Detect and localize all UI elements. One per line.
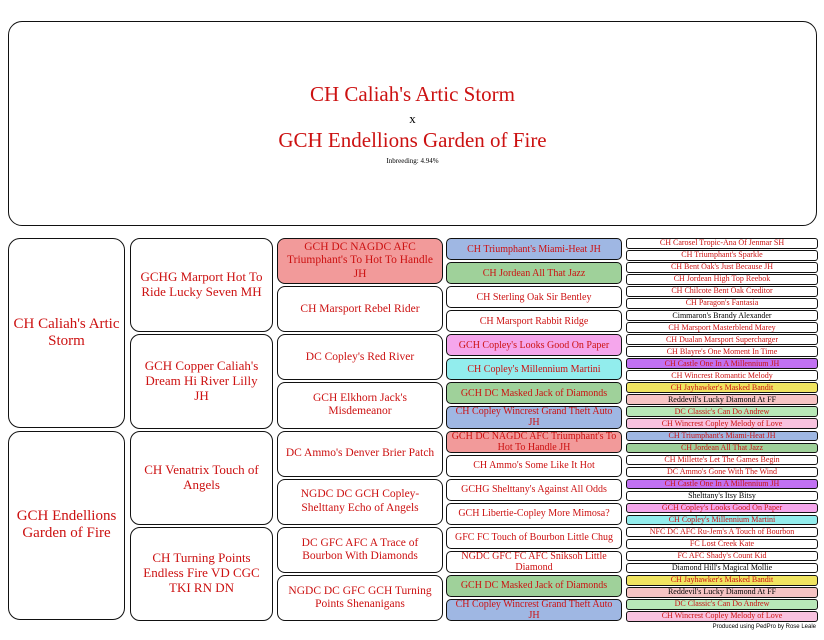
gen5-ancestor-box[interactable]: CH Dualan Marsport Supercharger <box>626 334 818 345</box>
gen5-ancestor-box[interactable]: FC Lost Creek Kate <box>626 539 818 550</box>
gen2-ancestor-box[interactable]: CH Venatrix Touch of Angels <box>130 431 273 525</box>
gen4-ancestor-box[interactable]: CH Jordean All That Jazz <box>446 262 622 284</box>
gen5-ancestor-box[interactable]: CH Castle One In A Millennium JH <box>626 479 818 490</box>
gen4-ancestor-box[interactable]: GCH DC Masked Jack of Diamonds <box>446 575 622 597</box>
gen2-ancestor-box[interactable]: GCH Copper Caliah's Dream Hi River Lilly JH <box>130 334 273 428</box>
gen5-ancestor-box[interactable]: Shelttany's Itsy Bitsy <box>626 491 818 502</box>
gen3-ancestor-box[interactable]: DC Copley's Red River <box>277 334 443 380</box>
gen4-ancestor-box[interactable]: CH Marsport Rabbit Ridge <box>446 310 622 332</box>
sire-title: CH Caliah's Artic Storm <box>309 82 516 107</box>
gen5-ancestor-box[interactable]: DC Classic's Can Do Andrew <box>626 406 818 417</box>
gen5-ancestor-box[interactable]: Reddevil's Lucky Diamond At FF <box>626 587 818 598</box>
gen4-ancestor-box[interactable]: CH Copley's Millennium Martini <box>446 358 622 380</box>
gen3-ancestor-box[interactable]: GCH DC NAGDC AFC Triumphant's To Hot To Handle JH <box>277 238 443 284</box>
gen5-ancestor-box[interactable]: GCH Copley's Looks Good On Paper <box>626 503 818 514</box>
gen4-ancestor-box[interactable]: GFC FC Touch of Bourbon Little Chug <box>446 527 622 549</box>
gen4-ancestor-box[interactable]: NGDC GFC FC AFC Sniksoh Little Diamond <box>446 551 622 573</box>
gen5-ancestor-box[interactable]: CH Millette's Let The Games Begin <box>626 455 818 466</box>
gen5-ancestor-box[interactable]: Cimmaron's Brandy Alexander <box>626 310 818 321</box>
footer-credit: Produced using PedPro by Rose Leale <box>712 624 816 630</box>
gen5-ancestor-box[interactable]: CH Paragon's Fantasia <box>626 298 818 309</box>
cross-symbol: x <box>409 110 416 126</box>
gen5-ancestor-box[interactable]: CH Triumphant's Miami-Heat JH <box>626 431 818 442</box>
gen5-ancestor-box[interactable]: DC Classic's Can Do Andrew <box>626 599 818 610</box>
gen5-ancestor-box[interactable]: CH Jordean High Top Reebok <box>626 274 818 285</box>
gen4-ancestor-box[interactable]: GCHG Shelttany's Against All Odds <box>446 479 622 501</box>
gen4-ancestor-box[interactable]: GCH DC NAGDC AFC Triumphant's To Hot To Handle JH <box>446 431 622 453</box>
gen5-ancestor-box[interactable]: CH Jordean All That Jazz <box>626 443 818 454</box>
gen5-ancestor-box[interactable]: FC AFC Shady's Count Kid <box>626 551 818 562</box>
gen5-ancestor-box[interactable]: CH Jayhawker's Masked Bandit <box>626 575 818 586</box>
gen5-ancestor-box[interactable]: NFC DC AFC Ru-Jem's A Touch of Bourbon <box>626 527 818 538</box>
gen5-ancestor-box[interactable]: CH Wincrest Copley Melody of Love <box>626 418 818 429</box>
gen3-ancestor-box[interactable]: CH Marsport Rebel Rider <box>277 286 443 332</box>
gen5-ancestor-box[interactable]: CH Triumphant's Sparkle <box>626 250 818 261</box>
gen5-ancestor-box[interactable]: CH Wincrest Romantic Melody <box>626 370 818 381</box>
dam-title: GCH Endellions Garden of Fire <box>278 128 547 153</box>
gen5-ancestor-box[interactable]: CH Marsport Masterblend Marey <box>626 322 818 333</box>
gen4-ancestor-box[interactable]: GCH DC Masked Jack of Diamonds <box>446 382 622 404</box>
gen3-ancestor-box[interactable]: NGDC DC GFC GCH Turning Points Shenanigans <box>277 575 443 621</box>
gen5-ancestor-box[interactable]: Diamond Hill's Magical Mollie <box>626 563 818 574</box>
gen4-ancestor-box[interactable]: GCH Libertie-Copley More Mimosa? <box>446 503 622 525</box>
pedigree-header <box>8 21 817 226</box>
inbreeding-coefficient: Inbreeding: 4.94% <box>386 156 439 165</box>
gen4-ancestor-box[interactable]: GCH Copley's Looks Good On Paper <box>446 334 622 356</box>
gen5-ancestor-box[interactable]: CH Carosel Tropic-Ana Of Jenmar SH <box>626 238 818 249</box>
gen4-ancestor-box[interactable]: CH Ammo's Some Like It Hot <box>446 455 622 477</box>
gen3-ancestor-box[interactable]: DC Ammo's Denver Brier Patch <box>277 431 443 477</box>
gen1-ancestor-box[interactable]: GCH Endellions Garden of Fire <box>8 431 125 621</box>
gen3-ancestor-box[interactable]: GCH Elkhorn Jack's Misdemeanor <box>277 382 443 428</box>
gen4-ancestor-box[interactable]: CH Sterling Oak Sir Bentley <box>446 286 622 308</box>
gen5-ancestor-box[interactable]: CH Wincrest Copley Melody of Love <box>626 611 818 622</box>
gen3-ancestor-box[interactable]: NGDC DC GCH Copley-Shelttany Echo of Angels <box>277 479 443 525</box>
gen4-ancestor-box[interactable]: CH Copley Wincrest Grand Theft Auto JH <box>446 599 622 621</box>
gen5-ancestor-box[interactable]: CH Castle One In A Millennium JH <box>626 358 818 369</box>
gen5-ancestor-box[interactable]: CH Blayre's One Moment In Time <box>626 346 818 357</box>
gen2-ancestor-box[interactable]: GCHG Marport Hot To Ride Lucky Seven MH <box>130 238 273 332</box>
gen5-ancestor-box[interactable]: CH Bent Oak's Just Because JH <box>626 262 818 273</box>
gen4-ancestor-box[interactable]: CH Triumphant's Miami-Heat JH <box>446 238 622 260</box>
gen5-ancestor-box[interactable]: CH Chilcote Bent Oak Creditor <box>626 286 818 297</box>
gen1-ancestor-box[interactable]: CH Caliah's Artic Storm <box>8 238 125 428</box>
gen5-ancestor-box[interactable]: CH Jayhawker's Masked Bandit <box>626 382 818 393</box>
gen4-ancestor-box[interactable]: CH Copley Wincrest Grand Theft Auto JH <box>446 406 622 428</box>
gen5-ancestor-box[interactable]: DC Ammo's Gone With The Wind <box>626 467 818 478</box>
gen5-ancestor-box[interactable]: Reddevil's Lucky Diamond At FF <box>626 394 818 405</box>
gen3-ancestor-box[interactable]: DC GFC AFC A Trace of Bourbon With Diamonds <box>277 527 443 573</box>
gen5-ancestor-box[interactable]: CH Copley's Millennium Martini <box>626 515 818 526</box>
gen2-ancestor-box[interactable]: CH Turning Points Endless Fire VD CGC TKI RN DN <box>130 527 273 621</box>
